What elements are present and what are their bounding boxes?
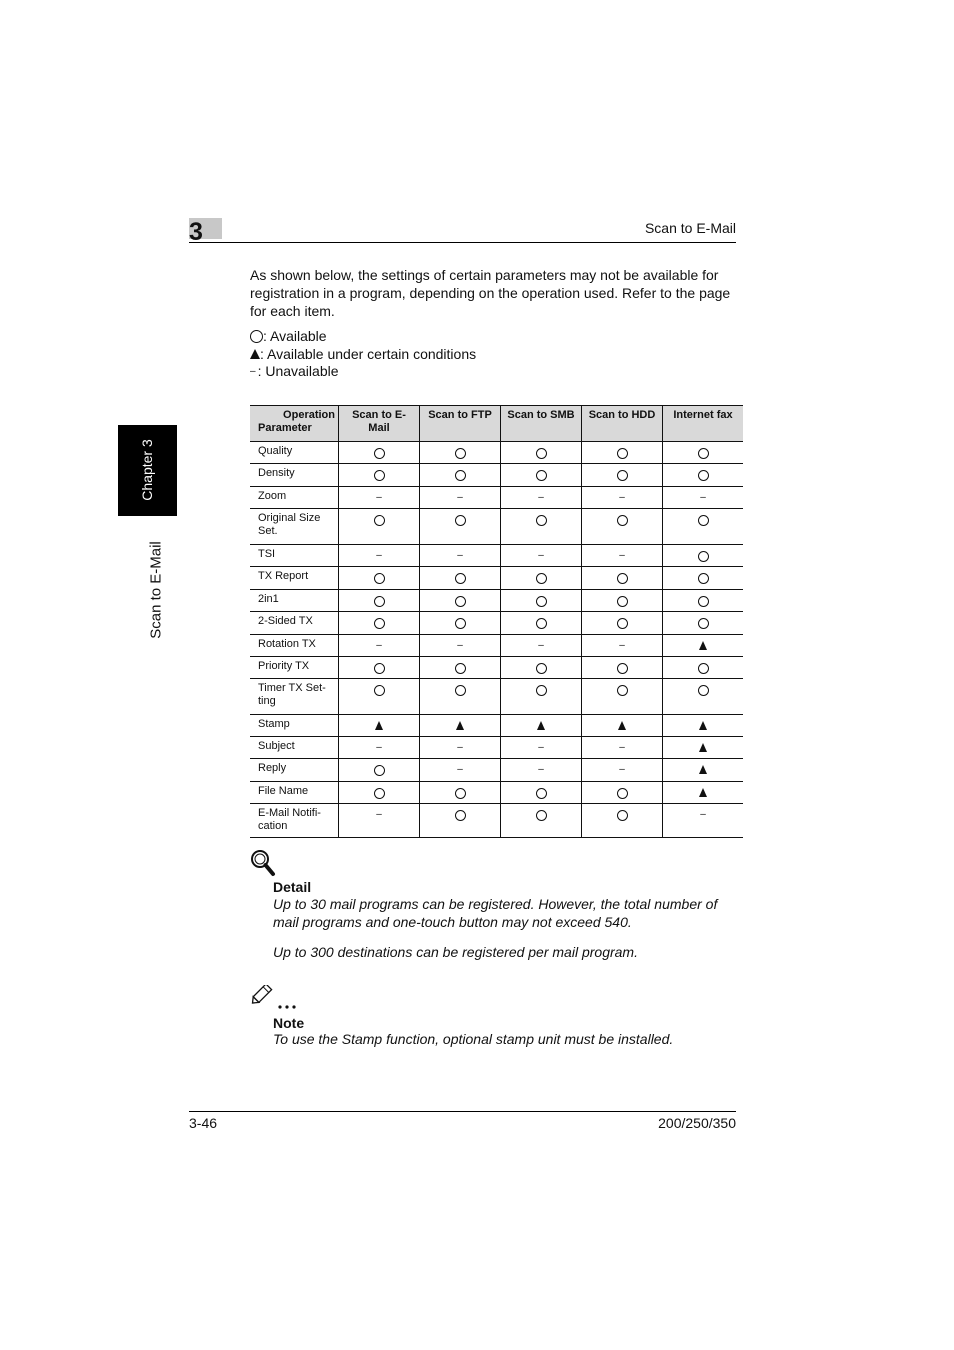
availability-cell [339,590,420,612]
header-rule [189,242,736,243]
availability-cell [663,612,744,635]
availability-cell [501,590,582,612]
table-row [250,737,743,759]
chapter-number: 3 [189,218,203,246]
detail-text-2: Up to 300 destinations can be registered per mail program. [273,944,638,960]
available-circle-icon [698,515,709,526]
available-circle-icon [698,663,709,674]
availability-cell [339,464,420,487]
available-circle-icon [374,765,385,776]
table-row [250,567,743,590]
available-circle-icon [455,810,466,821]
available-circle-icon [617,596,628,607]
available-circle-icon [617,573,628,584]
section-tab-label: Scan to E-Mail [147,541,165,639]
availability-cell [501,545,582,567]
availability-cell [501,679,582,715]
availability-cell [339,759,420,782]
availability-cell [582,442,663,464]
available-circle-icon [455,470,466,481]
unavailable-dash-icon: – [538,640,544,651]
conditional-triangle-icon [699,743,707,752]
available-circle-icon [536,596,547,607]
conditional-triangle-icon [250,349,260,359]
row-parameter: Stamp [250,715,339,737]
availability-cell [501,487,582,509]
availability-cell [420,487,501,509]
available-circle-icon [536,810,547,821]
available-circle-icon [455,663,466,674]
table-row [250,487,743,509]
model-number: 200/250/350 [658,1115,736,1131]
unavailable-dash-icon: – [250,366,256,378]
availability-cell [420,509,501,545]
availability-cell [582,635,663,657]
availability-cell [339,487,420,509]
availability-cell [501,442,582,464]
table-row [250,612,743,635]
unavailable-dash-icon: – [376,492,382,503]
table-row [250,657,743,679]
available-circle-icon [250,330,263,343]
column-header: Scan to HDD [582,406,663,442]
availability-cell [663,737,744,759]
legend-label: : Available [263,328,327,344]
availability-cell [420,464,501,487]
legend-item [250,346,476,364]
available-circle-icon [374,685,385,696]
available-circle-icon [374,515,385,526]
availability-cell [420,782,501,804]
unavailable-dash-icon: – [619,640,625,651]
availability-cell [582,464,663,487]
availability-cell [339,782,420,804]
availability-cell [339,679,420,715]
unavailable-dash-icon: – [376,640,382,651]
conditional-triangle-icon [699,721,707,730]
available-circle-icon [698,618,709,629]
availability-cell [582,590,663,612]
row-parameter: File Name [250,782,339,804]
row-parameter: TSI [250,545,339,567]
unavailable-dash-icon: – [700,809,706,820]
availability-cell [663,782,744,804]
corner-header [250,406,339,442]
table-row [250,442,743,464]
availability-cell [420,567,501,590]
table-row [250,804,743,838]
conditional-triangle-icon [537,721,545,730]
availability-cell [582,612,663,635]
availability-cell [582,487,663,509]
availability-cell [339,635,420,657]
row-parameter: Timer TX Set-ting [250,679,339,715]
corner-operation: Operation [283,409,335,421]
availability-cell [663,635,744,657]
availability-cell [501,737,582,759]
row-parameter: Priority TX [250,657,339,679]
table-row [250,679,743,715]
availability-cell [582,759,663,782]
availability-cell [420,545,501,567]
available-circle-icon [374,618,385,629]
available-circle-icon [617,515,628,526]
available-circle-icon [536,663,547,674]
available-circle-icon [374,596,385,607]
availability-cell [663,715,744,737]
available-circle-icon [617,663,628,674]
row-parameter: E-Mail Notifi-cation [250,804,339,838]
unavailable-dash-icon: – [619,764,625,775]
availability-cell [663,759,744,782]
availability-cell [501,657,582,679]
column-header: Scan to FTP [420,406,501,442]
conditional-triangle-icon [375,721,383,730]
note-heading: Note [273,1015,305,1031]
note-text: To use the Stamp function, optional stamp unit must be installed. [273,1031,674,1047]
available-circle-icon [698,551,709,562]
availability-cell [420,442,501,464]
available-circle-icon [698,596,709,607]
available-circle-icon [536,470,547,481]
parameter-table [250,405,743,838]
availability-cell [663,590,744,612]
unavailable-dash-icon: – [457,550,463,561]
conditional-triangle-icon [699,765,707,774]
availability-cell [420,759,501,782]
magnifier-icon [250,849,276,877]
row-parameter: 2in1 [250,590,339,612]
available-circle-icon [455,618,466,629]
availability-cell [582,509,663,545]
conditional-triangle-icon [618,721,626,730]
unavailable-dash-icon: – [376,809,382,820]
conditional-triangle-icon [699,788,707,797]
availability-cell [339,567,420,590]
available-circle-icon [698,573,709,584]
availability-cell [420,635,501,657]
unavailable-dash-icon: – [619,742,625,753]
available-circle-icon [617,470,628,481]
available-circle-icon [536,685,547,696]
table-row [250,509,743,545]
available-circle-icon [698,448,709,459]
available-circle-icon [617,448,628,459]
available-circle-icon [698,470,709,481]
table-row [250,545,743,567]
availability-cell [501,635,582,657]
available-circle-icon [617,618,628,629]
availability-cell [582,737,663,759]
row-parameter: Reply [250,759,339,782]
table-row [250,464,743,487]
availability-cell [663,487,744,509]
availability-cell [501,567,582,590]
availability-cell [339,715,420,737]
availability-cell [663,464,744,487]
unavailable-dash-icon: – [538,550,544,561]
table-row [250,715,743,737]
availability-cell [663,679,744,715]
chapter-tab-label: Chapter 3 [139,439,155,501]
availability-cell [420,612,501,635]
page-number: 3-46 [189,1115,218,1131]
available-circle-icon [536,515,547,526]
table-row [250,635,743,657]
conditional-triangle-icon [699,641,707,650]
column-header: Scan to E-Mail [339,406,420,442]
row-parameter: Original Size Set. [250,509,339,545]
available-circle-icon [374,573,385,584]
available-circle-icon [536,788,547,799]
availability-cell [582,782,663,804]
availability-cell [582,679,663,715]
availability-cell [420,804,501,838]
unavailable-dash-icon: – [619,550,625,561]
row-parameter: Rotation TX [250,635,339,657]
unavailable-dash-icon: – [376,742,382,753]
row-parameter: Quality [250,442,339,464]
row-parameter: 2-Sided TX [250,612,339,635]
column-header: Internet fax [663,406,744,442]
availability-cell [501,715,582,737]
availability-cell [501,464,582,487]
availability-cell [501,509,582,545]
legend-label: : Unavailable [257,363,339,379]
table-row [250,782,743,804]
available-circle-icon [617,685,628,696]
unavailable-dash-icon: – [457,640,463,651]
row-parameter: Zoom [250,487,339,509]
table-row [250,759,743,782]
unavailable-dash-icon: – [376,550,382,561]
availability-cell [339,509,420,545]
legend-item [250,328,476,346]
footer-rule [189,1111,736,1112]
available-circle-icon [455,596,466,607]
availability-cell [582,657,663,679]
available-circle-icon [536,618,547,629]
availability-cell [501,612,582,635]
unavailable-dash-icon: – [457,764,463,775]
availability-cell [663,442,744,464]
availability-cell [663,657,744,679]
unavailable-dash-icon: – [538,742,544,753]
conditional-triangle-icon [456,721,464,730]
available-circle-icon [536,448,547,459]
row-parameter: Subject [250,737,339,759]
available-circle-icon [617,788,628,799]
legend-item [250,363,476,381]
availability-cell [420,737,501,759]
availability-cell [339,737,420,759]
unavailable-dash-icon: – [538,764,544,775]
available-circle-icon [455,788,466,799]
unavailable-dash-icon: – [457,742,463,753]
availability-cell [663,509,744,545]
availability-cell [582,567,663,590]
header-title: Scan to E-Mail [644,220,736,236]
availability-cell [420,679,501,715]
availability-cell [501,782,582,804]
pencil-note-icon [250,985,298,1013]
available-circle-icon [374,448,385,459]
unavailable-dash-icon: – [619,492,625,503]
detail-heading: Detail [273,879,312,895]
availability-cell [339,804,420,838]
intro-paragraph: As shown below, the settings of certain parameters may not be available for registration in a program, depending on the operation used. Refer to the page for each item. [250,267,731,319]
available-circle-icon [698,685,709,696]
legend-label: : Available under certain conditions [260,345,477,362]
column-header: Scan to SMB [501,406,582,442]
availability-cell [339,545,420,567]
availability-cell [420,590,501,612]
availability-cell [582,804,663,838]
availability-cell [663,545,744,567]
legend [250,328,476,381]
row-parameter: Density [250,464,339,487]
availability-cell [663,567,744,590]
availability-cell [420,715,501,737]
available-circle-icon [374,663,385,674]
available-circle-icon [455,573,466,584]
availability-cell [582,715,663,737]
availability-cell [663,804,744,838]
availability-cell [339,612,420,635]
available-circle-icon [536,573,547,584]
availability-cell [501,804,582,838]
availability-cell [339,657,420,679]
available-circle-icon [455,515,466,526]
available-circle-icon [374,470,385,481]
availability-cell [420,657,501,679]
availability-cell [501,759,582,782]
unavailable-dash-icon: – [457,492,463,503]
unavailable-dash-icon: – [538,492,544,503]
availability-cell [339,442,420,464]
row-parameter: TX Report [250,567,339,590]
available-circle-icon [455,685,466,696]
available-circle-icon [374,788,385,799]
corner-parameter: Parameter [258,422,312,434]
table-row [250,590,743,612]
available-circle-icon [455,448,466,459]
availability-cell [582,545,663,567]
detail-text-1: Up to 30 mail programs can be registered. However, the total number of mail programs and one-touch button may not exceed 540. [273,896,718,930]
unavailable-dash-icon: – [700,492,706,503]
available-circle-icon [617,810,628,821]
